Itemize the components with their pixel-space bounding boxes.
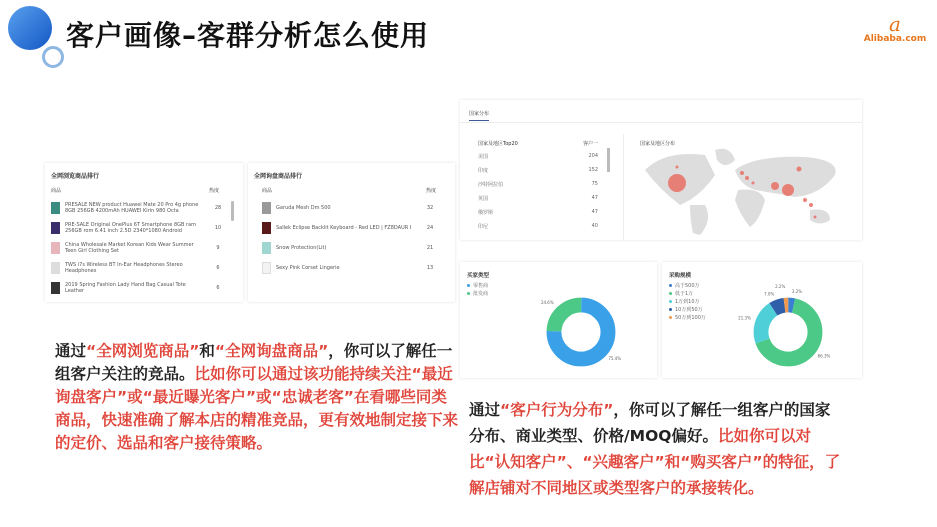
heat-value: 9 — [216, 245, 220, 251]
legend-label: 低于1万 — [675, 291, 694, 297]
table-row[interactable] — [262, 238, 445, 258]
country-row[interactable] — [478, 181, 598, 188]
table-row[interactable] — [262, 218, 445, 238]
country-row[interactable] — [478, 153, 598, 160]
decor-ring — [42, 46, 64, 68]
table-row[interactable] — [51, 198, 233, 218]
card-title: 买家类型 — [467, 273, 490, 279]
product-name: China Wholesale Market Korean Kids Wear Summer Teen Girl Clothing Set — [65, 242, 194, 254]
heat-value: 28 — [214, 205, 222, 211]
alibaba-logo — [862, 14, 928, 44]
legend-label: 零售商 — [473, 283, 489, 289]
country-list-header — [478, 140, 598, 147]
legend-item[interactable] — [669, 314, 706, 322]
body-text: ，你可以了解任一组客户的国家分布、商业类型、价格/MOQ偏好。 — [469, 401, 831, 445]
legend-item[interactable] — [669, 298, 706, 306]
scrollbar[interactable] — [231, 201, 234, 221]
legend-label: 高于500万 — [675, 283, 700, 289]
product-thumbnail — [51, 262, 60, 274]
product-thumbnail — [51, 202, 60, 214]
decor-circle — [8, 6, 52, 50]
country-distribution-card — [460, 100, 862, 240]
purchase-scale-donut — [738, 283, 838, 372]
country-count: 204 — [588, 153, 598, 159]
col-header: 客户一 — [582, 141, 598, 147]
highlight-text: 比如你可以对比“认知客户”、“兴趣客户”和“购买客户”的特征，了解店铺对不同地区或类型客户的承接转化。 — [469, 427, 841, 497]
legend-dot-icon — [467, 292, 470, 295]
product-name: PRESALE NEW product Huawei Mate 20 Pro 4g phone 8GB 256GB 4200mAh HUAWEI Kirin 980 Octa — [65, 202, 199, 214]
legend-dot-icon — [669, 284, 672, 287]
country-name: 印尼 — [478, 224, 489, 230]
country-count: 47 — [591, 195, 598, 201]
table-row[interactable] — [51, 278, 233, 298]
highlight-text: “客户行为分布” — [500, 401, 614, 419]
heat-value: 32 — [426, 205, 434, 211]
highlight-text: “全网浏览商品” — [86, 342, 200, 360]
purchase-scale-card — [662, 262, 862, 378]
highlight-text: 比如你可以通过该功能持续关注“最近询盘客户”或“最近曝光客户”或“忠诚老客”在看哪些同类商品，快速准确了解本店的精准竞品，更有效地制定接下来的定价、选品和客户接待策略。 — [55, 365, 459, 452]
country-name: 沙特阿拉伯 — [478, 182, 504, 188]
card-title: 采购规模 — [669, 273, 692, 279]
product-thumbnail — [262, 202, 271, 214]
product-name: Garuda Mesh Dm 500 — [276, 205, 331, 211]
country-count: 152 — [588, 167, 598, 173]
buyer-type-card — [460, 262, 657, 378]
product-thumbnail — [262, 222, 271, 234]
inquiry-ranking-card — [248, 163, 455, 302]
product-thumbnail — [51, 242, 60, 254]
table-row[interactable] — [262, 198, 445, 218]
product-name: PRE-SALE Original OnePlus 6T Smartphone 8GB ram 256GB rom 6.41 inch 2.5D 2340*1080 Android — [65, 222, 197, 234]
country-name: 英国 — [478, 196, 489, 202]
donut-label: 24.6% — [540, 299, 554, 305]
col-header: 热度 — [426, 188, 437, 194]
divider — [460, 122, 862, 123]
legend-label: 批发商 — [473, 291, 489, 297]
heat-value: 10 — [214, 225, 222, 231]
page-title: 客户画像–客群分析怎么使用 — [66, 19, 430, 52]
country-name: 俄罗斯 — [478, 210, 494, 216]
donut-label: 7.0% — [764, 291, 775, 297]
country-count: 75 — [591, 181, 598, 187]
legend-label: 50万到100万 — [675, 315, 706, 321]
country-count: 40 — [591, 223, 598, 229]
table-row[interactable] — [51, 238, 233, 258]
heat-value: 24 — [426, 225, 434, 231]
legend-item[interactable] — [467, 282, 488, 290]
map-title: 国家及地区分布 — [640, 141, 676, 147]
legend-dot-icon — [669, 292, 672, 295]
table-row[interactable] — [262, 258, 445, 278]
body-text: ，你可以了解任一组客户关注的竞品。 — [55, 342, 453, 383]
tab-country[interactable]: 国家分布 — [469, 110, 489, 121]
donut-label: 3.2% — [791, 289, 803, 295]
heat-value: 21 — [426, 245, 434, 251]
col-header: 国家及地区Top20 — [478, 141, 518, 147]
buyer-type-donut — [536, 292, 626, 372]
product-name: TWS i7s Wireless BT In-Ear Headphones Stereo Headphones — [65, 262, 183, 274]
table-row[interactable] — [51, 258, 233, 278]
logo-mark-icon: a — [889, 12, 901, 36]
country-row[interactable] — [478, 223, 598, 230]
country-count: 47 — [591, 209, 598, 215]
product-thumbnail — [262, 262, 271, 274]
legend-item[interactable] — [669, 282, 706, 290]
heat-value: 6 — [216, 285, 220, 291]
legend-dot-icon — [669, 300, 672, 303]
highlight-text: “全网询盘商品” — [214, 342, 329, 360]
legend-dot-icon — [669, 308, 672, 311]
scrollbar[interactable] — [607, 148, 610, 172]
legend-dot-icon — [467, 284, 470, 287]
product-name: Sallek Eclipse Backlit Keyboard - Red LED | FZ8DAUR I — [276, 225, 412, 231]
donut-label: 66.3% — [817, 353, 831, 359]
product-thumbnail — [262, 242, 271, 254]
legend-label: 1万到10万 — [675, 299, 700, 305]
description-right — [469, 397, 841, 501]
table-row[interactable] — [51, 218, 233, 238]
logo-text: Alibaba.com — [863, 34, 927, 44]
donut-label: 2.2% — [775, 283, 786, 289]
country-name: 印度 — [478, 168, 489, 174]
world-map — [635, 145, 850, 237]
donut-label: 75.4% — [608, 356, 622, 362]
product-name: 2019 Spring Fashion Lady Hand Bag Casual Tote Leather — [65, 282, 186, 294]
divider — [623, 134, 624, 240]
legend-item[interactable] — [467, 290, 488, 298]
heat-value: 6 — [216, 265, 220, 271]
country-row[interactable] — [478, 195, 598, 202]
card-title: 全网询盘商品排行 — [254, 173, 303, 180]
body-text: 和 — [199, 342, 215, 360]
product-name: Sexy Pink Corset Lingerie — [276, 265, 340, 271]
body-text: 通过 — [469, 401, 501, 419]
product-thumbnail — [51, 222, 60, 234]
donut-label: 21.3% — [738, 315, 751, 321]
product-name: Snow Protection(Lit) — [276, 245, 327, 251]
col-header: 商品 — [51, 188, 62, 194]
legend-item[interactable] — [669, 306, 706, 314]
country-name: 美国 — [478, 154, 489, 160]
heat-value: 13 — [426, 265, 434, 271]
legend-dot-icon — [669, 316, 672, 319]
legend-label: 10万到50万 — [675, 307, 703, 313]
product-thumbnail — [51, 282, 60, 294]
col-header: 热度 — [209, 188, 220, 194]
country-row[interactable] — [478, 209, 598, 216]
col-header: 商品 — [262, 188, 273, 194]
card-title: 全网浏览商品排行 — [51, 173, 100, 180]
country-row[interactable] — [478, 167, 598, 174]
browse-ranking-card — [45, 163, 243, 302]
body-text: 通过 — [55, 342, 87, 360]
legend-item[interactable] — [669, 290, 706, 298]
description-left — [55, 340, 460, 455]
